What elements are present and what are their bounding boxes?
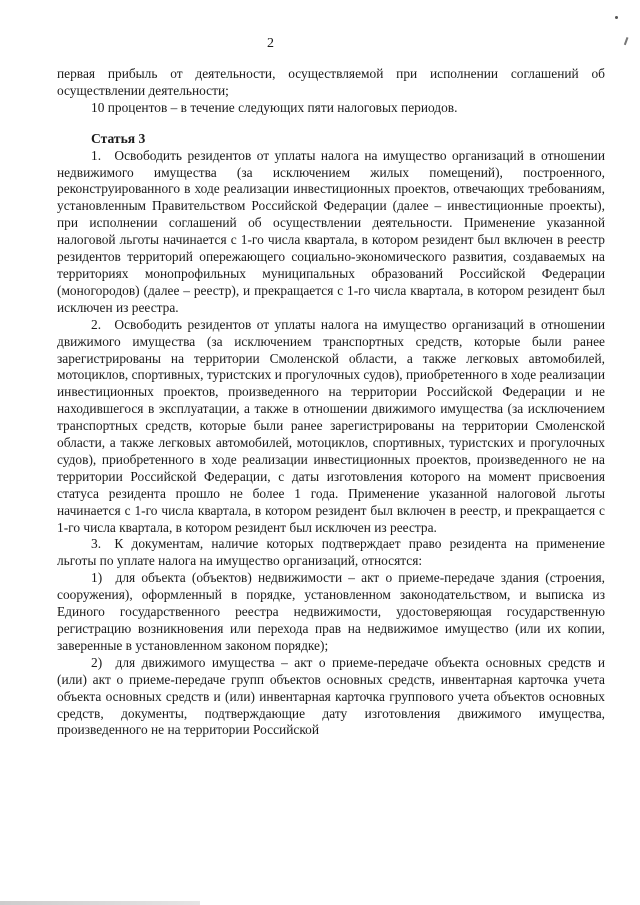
paragraph: 2. Освободить резидентов от уплаты налога на имущество организаций в отношении движимого имущества (за исключением транспортных средств, которые были ранее зарегистрированы на территории Смоленской области, а также легковых автомобилей, мотоциклов, спортивных, туристских и прогулочных судов), приобретенного в ходе реализации инвестиционных проектов, произведенного на территории Российской Федерации и не находившегося в эксплуатации, а также в отношении движимого имущества (за исключением транспортных средств, которые были ранее зарегистрированы на территории Смоленской области, а также легковых автомобилей, мотоциклов, спортивных, туристских и прогулочных судов), приобретенного в ходе реализации инвестиционных проектов, произведенного не на территории Российской Федерации, с даты изготовления которого на момент присвоения статуса резидента прошло не более 1 года. Применение указанной налоговой льготы начинается с 1-го числа квартала, в котором резидент был включен в реестр, и прекращается с 1-го числа квартала, в котором резидент был исключен из реестра. (57, 316, 605, 535)
paragraph: первая прибыль от деятельности, осуществляемой при исполнении соглашений об осуществлении деятельности; (57, 66, 605, 98)
paragraph: 1) для объекта (объектов) недвижимости – акт о приеме-передаче здания (строения, сооружения), оформленный в порядке, установленном законодательством, и выписка из Единого государственного реестра недвижимости, удостоверяющая государственную регистрацию возникновения или перехода прав на недвижимое имущество (или их копии, заверенные в установленном законом порядке); (57, 570, 605, 653)
paragraph: 10 процентов – в течение следующих пяти налоговых периодов. (91, 99, 458, 115)
paragraph: 3. К документам, наличие которых подтверждает право резидента на применение льготы по уплате налога на имущество организаций, относятся: (57, 536, 605, 569)
paragraph: 2) для движимого имущества – акт о приеме-передаче объекта основных средств и (или) акт о приеме-передаче групп объектов основных средств, инвентарная карточка учета объекта основных средств и (или) инвентарная карточка группового учета объектов основных средств, документы, подтверждающие дату изготовления движимого имущества, произведенного не на территории Российской (57, 654, 605, 738)
paragraph: 1. Освободить резидентов от уплаты налога на имущество организаций в отношении недвижимого имущества (за исключением жилых помещений), построенного, реконструированного в ходе реализации инвестиционных проектов, отвечающих требованиям, установленным Правительством Российской Федерации (далее – инвестиционные проекты), при исполнении соглашений об осуществлении деятельности. Применение указанной налоговой льготы начинается с 1-го числа квартала, в котором резидент был включен в реестр резидентов территорий опережающего социально-экономического развития, создаваемых на территориях монопрофильных муниципальных образований Российской Федерации (моногородов) (далее – реестр), и прекращается с 1-го числа квартала, в котором резидент был исключен из реестра. (57, 147, 605, 315)
scan-mark (624, 37, 633, 47)
document-body (57, 66, 605, 739)
scan-edge (0, 901, 200, 905)
page-number: 2 (267, 36, 274, 51)
scan-dot (615, 16, 618, 19)
article-heading: Статья 3 (91, 130, 146, 146)
